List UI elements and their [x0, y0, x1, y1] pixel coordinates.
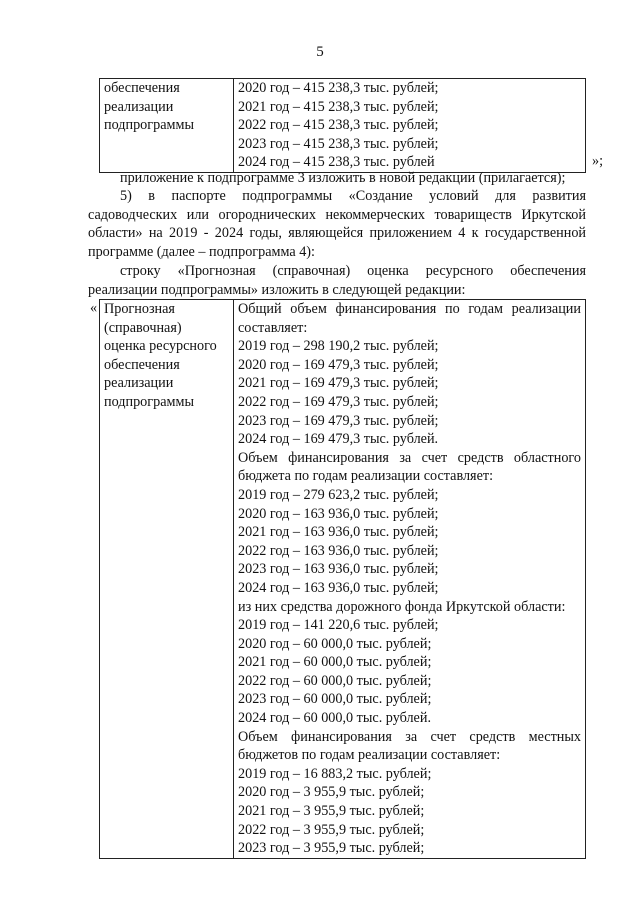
opening-quote: «	[90, 300, 98, 316]
table2-value-line: 2022 год – 169 479,3 тыс. рублей;	[238, 393, 439, 410]
table2-value-line: 2019 год – 141 220,6 тыс. рублей;	[238, 617, 439, 634]
table1-value-line: 2023 год – 415 238,3 тыс. рублей;	[238, 135, 439, 152]
table1-value-line: 2024 год – 415 238,3 тыс. рублей	[238, 154, 435, 171]
table2-label-line: реализации	[104, 375, 174, 392]
table2-value-line: бюджета по годам реализации составляет:	[238, 468, 494, 485]
table2-label-line: Прогнозная	[104, 301, 175, 317]
table1-label-line: обеспечения	[104, 80, 180, 96]
page-number: 5	[316, 44, 324, 60]
table1-value-line: 2021 год – 415 238,3 тыс. рублей;	[238, 98, 439, 115]
paragraph-appendix-note: приложение к подпрограмме 3 изложить в новой редакции (прилагается);	[120, 170, 566, 186]
table2-value-line: 2022 год – 163 936,0 тыс. рублей;	[238, 542, 439, 559]
table2-value-line: 2022 год – 3 955,9 тыс. рублей;	[238, 821, 425, 838]
table2-value-line: 2023 год – 163 936,0 тыс. рублей;	[238, 561, 439, 578]
table2-value-line: 2020 год – 60 000,0 тыс. рублей;	[238, 635, 432, 652]
paragraph-subprogram-4: 5) в паспорте подпрограммы «Создание условий для развития садоводческих или огороднических некоммерческих товариществ Иркутской области» на 2019 - 2024 годы, являющейся приложением 4 к государственной программе (далее – подпрограмма 4):	[88, 188, 586, 260]
table2-value-line: 2019 год – 298 190,2 тыс. рублей;	[238, 338, 439, 355]
closing-quote: »;	[592, 153, 604, 169]
table2-value-line: 2024 год – 60 000,0 тыс. рублей.	[238, 710, 431, 727]
table1-label-cell	[100, 79, 234, 173]
table2-label-line: подпрограммы	[104, 393, 194, 410]
table2-value-line: 2022 год – 60 000,0 тыс. рублей;	[238, 672, 432, 689]
table1-value-line: 2022 год – 415 238,3 тыс. рублей;	[238, 117, 439, 134]
table2-value-line: Общий объем финансирования по годам реализации	[238, 301, 581, 317]
table2-value-line: 2019 год – 16 883,2 тыс. рублей;	[238, 765, 432, 782]
table2-label-line: оценка ресурсного	[104, 338, 217, 355]
table2-value-cell	[234, 300, 586, 859]
table1-label-line: подпрограммы	[104, 117, 194, 134]
table2-value-line: 2021 год – 60 000,0 тыс. рублей;	[238, 654, 432, 671]
table2-value-line: 2020 год – 163 936,0 тыс. рублей;	[238, 505, 439, 522]
paragraph-row-replacement: строку «Прогнозная (справочная) оценка ресурсного обеспечения реализации подпрограммы» изложить в следующей редакции:	[88, 263, 586, 298]
table2-label-line: (справочная)	[104, 319, 182, 336]
table2-value-line: 2024 год – 163 936,0 тыс. рублей;	[238, 579, 439, 596]
table2-value-line: составляет:	[238, 319, 308, 336]
table1-value-cell	[234, 79, 586, 173]
table2-value-line: 2019 год – 279 623,2 тыс. рублей;	[238, 486, 439, 503]
table2-value-line: 2024 год – 169 479,3 тыс. рублей.	[238, 431, 439, 448]
table2-value-line: Объем финансирования за счет средств областного	[238, 449, 581, 466]
table2-value-line: 2021 год – 169 479,3 тыс. рублей;	[238, 375, 439, 392]
funding-table-continuation	[99, 78, 586, 173]
table2-label-line: обеспечения	[104, 356, 180, 373]
table2-value-line: из них средства дорожного фонда Иркутской области:	[238, 598, 566, 615]
funding-table-new	[99, 299, 586, 859]
table2-value-line: бюджетов по годам реализации составляет:	[238, 747, 501, 764]
table2-label-cell	[100, 300, 234, 859]
table2-value-line: 2020 год – 169 479,3 тыс. рублей;	[238, 356, 439, 373]
table2-value-line: 2023 год – 3 955,9 тыс. рублей;	[238, 840, 425, 857]
table2-value-line: 2021 год – 163 936,0 тыс. рублей;	[238, 524, 439, 541]
table2-value-line: 2023 год – 169 479,3 тыс. рублей;	[238, 412, 439, 429]
table1-label-line: реализации	[104, 98, 174, 115]
table1-value-line: 2020 год – 415 238,3 тыс. рублей;	[238, 80, 439, 96]
table2-value-line: Объем финансирования за счет средств местных	[238, 728, 581, 745]
table2-value-line: 2023 год – 60 000,0 тыс. рублей;	[238, 691, 432, 708]
table2-value-line: 2020 год – 3 955,9 тыс. рублей;	[238, 784, 425, 801]
table2-value-line: 2021 год – 3 955,9 тыс. рублей;	[238, 803, 425, 820]
